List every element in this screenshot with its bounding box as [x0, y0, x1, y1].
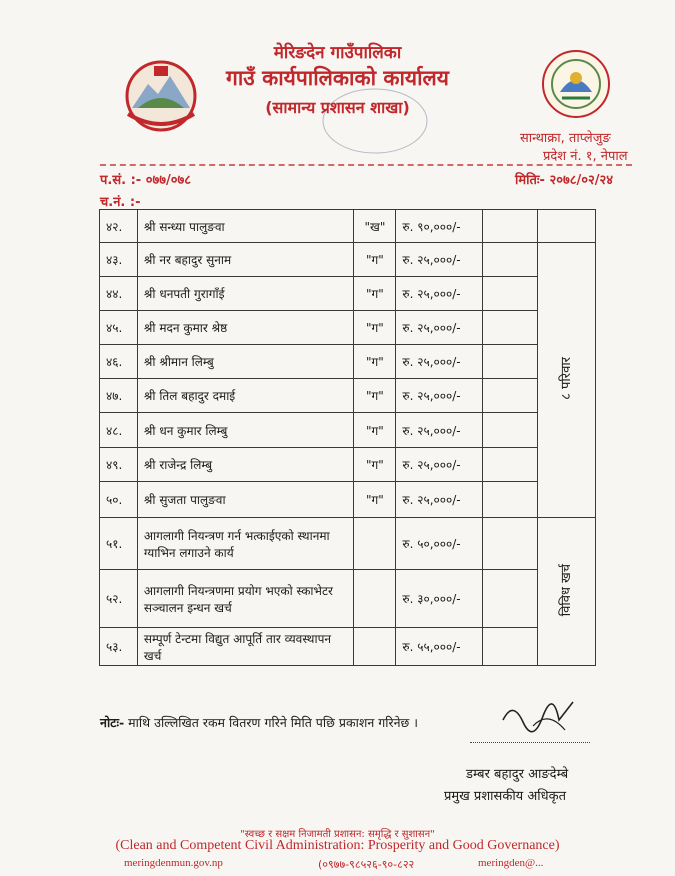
serial-cell: ५२.: [100, 570, 138, 628]
table-row: [100, 413, 596, 448]
serial-cell: ४७.: [100, 379, 138, 413]
blank-cell: [482, 518, 538, 570]
address-line-1: सान्थाक्रा, ताप्लेजुङ: [520, 131, 611, 146]
name-cell: श्री सन्ध्या पालुङवा: [137, 210, 354, 243]
note-label: नोटः-: [100, 715, 125, 730]
blank-cell: [482, 210, 538, 243]
table-row: [100, 345, 596, 379]
email-link[interactable]: meringden@...: [478, 857, 544, 869]
table-row: [100, 628, 596, 666]
table-row: [100, 311, 596, 345]
amount-cell: रु. २५,०००/-: [396, 448, 482, 482]
name-cell: श्री धनपती गुरागाँई: [137, 277, 354, 311]
blank-cell: [482, 277, 538, 311]
dispatch-number: च.नं. :-: [100, 195, 141, 210]
serial-cell: ४२.: [100, 210, 138, 243]
note: [100, 714, 418, 731]
name-cell: सम्पूर्ण टेन्टमा विद्युत आपूर्ति तार व्यवस्थापन खर्च: [137, 628, 354, 666]
name-cell: श्री नर बहादुर सुनाम: [137, 243, 354, 277]
name-cell: आगलागी नियन्त्रण गर्न भत्काईएको स्थानमा ग्याभिन लगाउने कार्य: [137, 518, 354, 570]
table-row: [100, 518, 596, 570]
grade-cell: "ग": [354, 311, 396, 345]
remark-families: ८ परिवार: [558, 357, 574, 400]
table-row: [100, 448, 596, 482]
remark-cell: [538, 210, 596, 243]
name-cell: श्री तिल बहादुर दमाई: [137, 379, 354, 413]
blank-cell: [482, 413, 538, 448]
amount-cell: रु. २५,०००/-: [396, 413, 482, 448]
blank-cell: [482, 482, 538, 518]
name-cell: आगलागी नियन्त्रणमा प्रयोग भएको स्काभेटर सञ्चालन इन्धन खर्च: [137, 570, 354, 628]
table-row: [100, 243, 596, 277]
serial-cell: ४९.: [100, 448, 138, 482]
address-line-2: प्रदेश नं. १, नेपाल: [543, 149, 628, 164]
table-row: [100, 210, 596, 243]
name-cell: श्री सुजता पालुङवा: [137, 482, 354, 518]
name-cell: श्री मदन कुमार श्रेष्ठ: [137, 311, 354, 345]
grade-cell: "ग": [354, 379, 396, 413]
serial-cell: ४३.: [100, 243, 138, 277]
amount-cell: रु. २५,०००/-: [396, 311, 482, 345]
header-divider: [100, 164, 632, 166]
section-title: (सामान्य प्रशासन शाखा): [265, 98, 410, 117]
amount-cell: रु. ३०,०००/-: [396, 570, 482, 628]
note-text: माथि उल्लिखित रकम वितरण गरिने मिति पछि प्रकाशन गरिनेछ ।: [124, 715, 419, 730]
amount-cell: रु. ५५,०००/-: [396, 628, 482, 666]
signature-line: [470, 742, 590, 743]
blank-cell: [482, 448, 538, 482]
grade-cell: [354, 518, 396, 570]
grade-cell: [354, 628, 396, 666]
grade-cell: "ग": [354, 482, 396, 518]
blank-cell: [482, 570, 538, 628]
amount-cell: रु. ९०,०००/-: [396, 210, 482, 243]
signatory-title: प्रमुख प्रशासकीय अधिकृत: [444, 789, 567, 804]
blank-cell: [482, 345, 538, 379]
amount-cell: रु. २५,०००/-: [396, 345, 482, 379]
remark-families-cell: [538, 243, 596, 518]
serial-cell: ४५.: [100, 311, 138, 345]
signatory-name: डम्बर बहादुर आङदेम्बे: [466, 767, 569, 782]
table-row: [100, 277, 596, 311]
grade-cell: "ख": [354, 210, 396, 243]
grade-cell: "ग": [354, 448, 396, 482]
website-link[interactable]: meringdenmun.gov.np: [124, 857, 223, 869]
grade-cell: "ग": [354, 345, 396, 379]
serial-cell: ४४.: [100, 277, 138, 311]
blank-cell: [482, 379, 538, 413]
remark-misc: विविध खर्च: [558, 563, 574, 617]
signature-icon: [493, 680, 583, 740]
blank-cell: [482, 628, 538, 666]
grade-cell: [354, 570, 396, 628]
serial-cell: ५१.: [100, 518, 138, 570]
name-cell: श्री श्रीमान लिम्बु: [137, 345, 354, 379]
table-row: [100, 570, 596, 628]
amount-cell: रु. २५,०००/-: [396, 243, 482, 277]
serial-cell: ५०.: [100, 482, 138, 518]
table-row: [100, 482, 596, 518]
amount-cell: रु. ५०,०००/-: [396, 518, 482, 570]
document-date: मितिः- २०७८/०२/२४: [515, 173, 614, 188]
serial-cell: ४८.: [100, 413, 138, 448]
grade-cell: "ग": [354, 413, 396, 448]
amount-cell: रु. २५,०००/-: [396, 482, 482, 518]
name-cell: श्री राजेन्द्र लिम्बु: [137, 448, 354, 482]
name-cell: श्री धन कुमार लिम्बु: [137, 413, 354, 448]
remark-misc-cell: [538, 518, 596, 666]
footer-contacts: [0, 857, 675, 876]
table-row: [100, 379, 596, 413]
blank-cell: [482, 243, 538, 277]
office-title: गाउँ कार्यपालिकाको कार्यालय: [226, 66, 449, 90]
grade-cell: "ग": [354, 243, 396, 277]
footer-english-slogan: (Clean and Competent Civil Administration: Prosperity and Good Governance): [115, 838, 560, 853]
phone-number: (०९७७-९८५२६-९०-८२२: [318, 858, 415, 871]
grade-cell: "ग": [354, 277, 396, 311]
allocation-table: [99, 209, 596, 666]
amount-cell: रु. २५,०००/-: [396, 277, 482, 311]
serial-cell: ५३.: [100, 628, 138, 666]
footer-slogan: "स्वच्छ र सक्षम निजामती प्रशासन: समृद्धि र सुशासन": [240, 829, 435, 840]
municipality-name: मेरिङदेन गाउँपालिका: [273, 43, 402, 63]
reference-number: प.सं. :- ०७७/०७८: [100, 173, 192, 188]
blank-cell: [482, 311, 538, 345]
serial-cell: ४६.: [100, 345, 138, 379]
amount-cell: रु. २५,०००/-: [396, 379, 482, 413]
